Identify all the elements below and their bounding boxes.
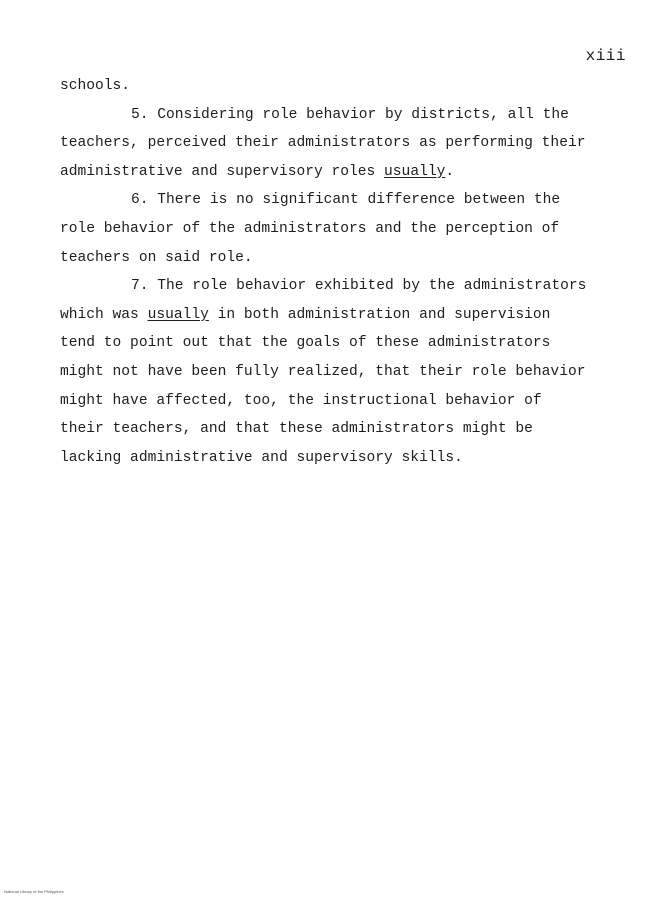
text-line-finding-6: [60, 186, 600, 215]
text-line: [60, 244, 600, 273]
text-segment: might not have been fully realized, that their role behavior: [60, 363, 586, 380]
text-line: [60, 387, 600, 416]
text-segment: lacking administrative and supervisory skills.: [60, 449, 463, 466]
text-line: [60, 301, 600, 330]
text-segment: their teachers, and that these administrators might be: [60, 421, 533, 438]
text-line: [60, 129, 600, 158]
text-line: [60, 158, 600, 187]
text-line: [60, 72, 600, 101]
text-line: [60, 215, 600, 244]
text-segment: which was: [60, 306, 148, 323]
text-segment: administrative and supervisory roles: [60, 163, 385, 180]
summary-text: [60, 72, 600, 472]
text-segment: teachers, perceived their administrators as performing their: [60, 135, 586, 152]
text-segment: 7. The role behavior exhibited by the administrators: [131, 278, 587, 295]
text-segment: schools.: [60, 78, 131, 94]
page-number: xiii: [585, 47, 626, 65]
text-line-finding-5: [60, 101, 600, 130]
text-segment: in both administration and supervision: [208, 306, 551, 323]
text-segment: teachers on said role.: [60, 249, 253, 266]
text-line: [60, 415, 600, 444]
text-segment: tend to point out that the goals of these administrators: [60, 335, 551, 352]
text-segment: .: [445, 163, 455, 180]
underlined-term: usually: [384, 163, 446, 180]
text-line: [60, 444, 600, 473]
text-segment: role behavior of the administrators and the perception of: [60, 220, 560, 237]
text-segment: 5. Considering role behavior by districts, all the: [131, 106, 569, 123]
underlined-term: usually: [147, 306, 209, 323]
text-segment: might have affected, too, the instructional behavior of: [60, 392, 542, 409]
text-line: [60, 358, 600, 387]
library-footer-note: National Library of the Philippines: [4, 889, 64, 894]
text-segment: 6. There is no significant difference between the: [131, 192, 561, 209]
text-line-finding-7: [60, 272, 600, 301]
text-line: [60, 329, 600, 358]
